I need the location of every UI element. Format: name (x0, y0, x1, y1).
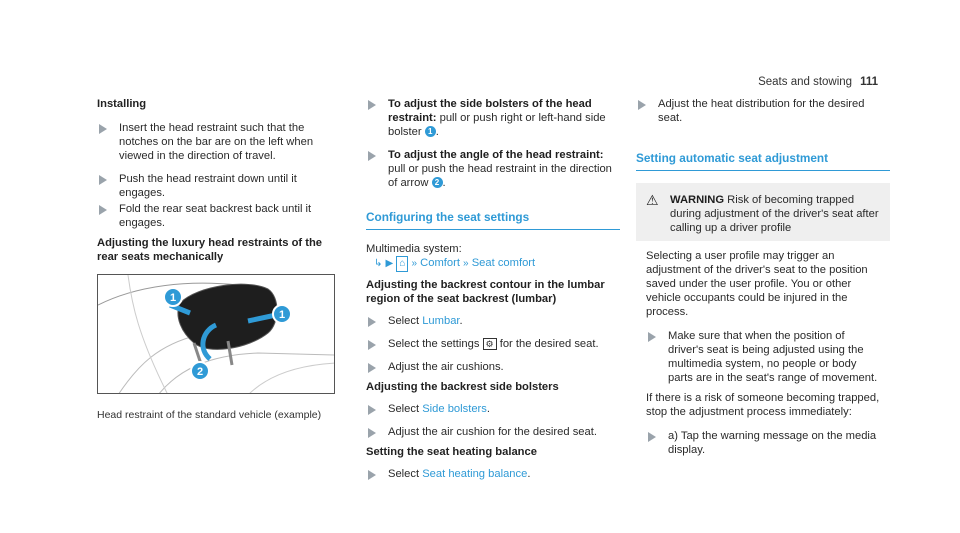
step-item: To adjust the side bolsters of the head restraint: pull or push right or left-hand side bolster 1 . (366, 97, 620, 139)
seat-heating-balance-option: Seat heating balance (422, 468, 528, 480)
column-right (636, 97, 890, 457)
warning-triangle-icon: ⚠ (646, 192, 659, 208)
step-item: a) Tap the warning message on the media display. (646, 429, 880, 457)
figure-caption: Head restraint of the standard vehicle (example) (97, 409, 322, 421)
step-item: Select the settings ⚙ for the desired seat. (366, 337, 620, 351)
step-arrow-icon (636, 97, 658, 125)
warning-paragraph: Selecting a user profile may trigger an adjustment of the driver's seat to the position saved under the user profile. You or other vehicle occupants could be injured in the process. (646, 250, 868, 318)
multimedia-label: Multimedia system: (366, 243, 462, 255)
step-arrow-icon (366, 148, 388, 190)
lumbar-heading: Adjusting the backrest contour in the lumbar region of the seat backrest (lumbar) (366, 279, 605, 305)
step-arrow-icon (366, 467, 388, 481)
seat-heating-heading: Setting the seat heating balance (366, 446, 537, 458)
warning-body (636, 241, 890, 457)
side-bolsters-option: Side bolsters (422, 403, 487, 415)
step-arrow-icon (97, 202, 119, 230)
head-restraint-illustration (97, 274, 335, 394)
step-item: Fold the rear seat backrest back until it engages. (97, 202, 335, 230)
step-arrow-icon (366, 97, 388, 139)
path-comfort: Comfort (420, 257, 460, 269)
configuring-seat-settings-title: Configuring the seat settings (366, 210, 620, 230)
callout-1-label: 1 (169, 292, 177, 304)
path-chevron-icon: » (411, 258, 418, 269)
warning-paragraph-2: If there is a risk of someone becoming trapped, stop the adjustment process immediately: (646, 392, 880, 418)
section-title: Seats and stowing (758, 76, 853, 88)
warning-box: ⚠ WARNING Risk of becoming trapped during adjustment of the driver's seat after calling up a driver profile (636, 183, 890, 241)
step-item: To adjust the angle of the head restraint: pull or push the head restraint in the direction of arrow 2 . (366, 148, 620, 190)
step-arrow-icon (97, 172, 119, 200)
step-arrow-icon (366, 314, 388, 328)
settings-gear-icon: ⚙ (483, 338, 497, 350)
callout-1b-label: 1 (278, 309, 286, 321)
warning-label: WARNING (670, 194, 725, 206)
page-header (758, 75, 878, 89)
step-item: Insert the head restraint such that the notches on the bar are on the left when viewed in the direction of travel. (97, 121, 335, 163)
callout-2-badge: 2 (432, 177, 443, 188)
step-arrow-icon (366, 337, 388, 351)
step-item: Make sure that when the position of driver's seat is being adjusted using the multimedia system, no people or body parts are in the seat's range of movement. (646, 329, 880, 385)
path-seat-comfort: Seat comfort (471, 257, 536, 269)
step-item: Select Lumbar. (366, 314, 620, 328)
callout-2-label: 2 (196, 366, 204, 378)
callout-1-badge: 1 (425, 126, 436, 137)
path-chevron-icon: » (463, 258, 469, 269)
step-arrow-icon (97, 121, 119, 163)
page-number: 111 (860, 76, 878, 88)
home-icon: ⌂ (396, 256, 408, 272)
column-left (97, 97, 335, 422)
step-item: Select Side bolsters. (366, 402, 620, 416)
step-arrow-icon (366, 360, 388, 374)
menu-path (374, 256, 620, 272)
step-item: Adjust the heat distribution for the desired seat. (636, 97, 890, 125)
step-arrow-icon (646, 329, 668, 385)
step-item: Push the head restraint down until it engages. (97, 172, 335, 200)
step-item: Select Seat heating balance. (366, 467, 620, 481)
step-arrow-icon (366, 425, 388, 439)
step-arrow-icon (646, 429, 668, 457)
path-arrow-icon: ▶ (385, 258, 394, 269)
step-item: Adjust the air cushion for the desired seat. (366, 425, 620, 439)
luxury-head-restraint-heading: Adjusting the luxury head restraints of the rear seats mechanically (97, 237, 323, 263)
head-restraint-drawing (98, 275, 335, 394)
automatic-seat-adjustment-title: Setting automatic seat adjustment (636, 151, 890, 171)
step-item: Adjust the air cushions. (366, 360, 620, 374)
installing-heading: Installing (97, 98, 147, 110)
step-arrow-icon (366, 402, 388, 416)
path-hook-icon: ↳ (374, 258, 383, 269)
column-middle (366, 97, 620, 481)
side-bolsters-heading: Adjusting the backrest side bolsters (366, 381, 559, 393)
lumbar-option: Lumbar (422, 315, 460, 327)
